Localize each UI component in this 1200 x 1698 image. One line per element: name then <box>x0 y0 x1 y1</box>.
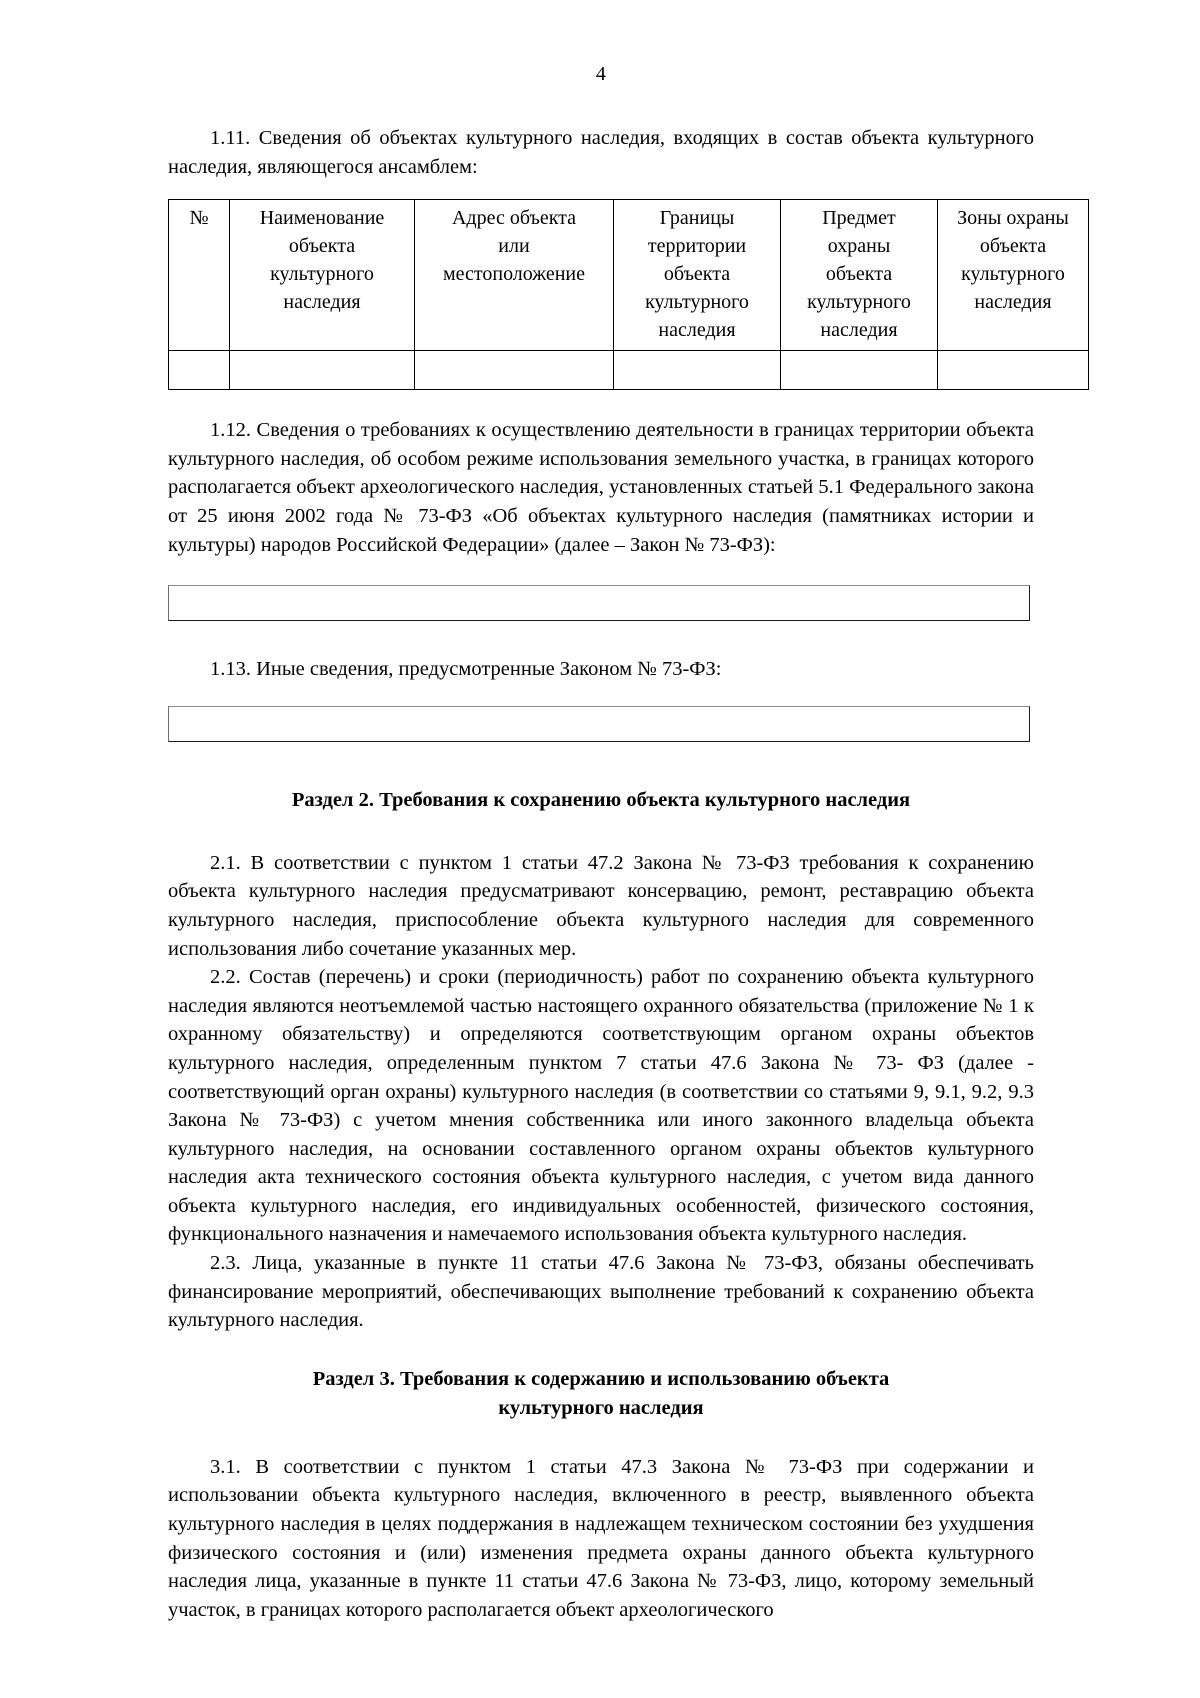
table-header <box>169 200 1089 351</box>
header-line: объекта <box>825 263 893 286</box>
table-cell-name[interactable] <box>230 351 415 390</box>
column-header-name <box>230 200 415 351</box>
column-header-borders <box>614 200 781 351</box>
header-line: объекта <box>663 263 731 286</box>
clause-1-12-input[interactable] <box>168 585 1030 621</box>
header-line: Зоны охраны <box>957 207 1069 230</box>
column-header-zones <box>938 200 1089 351</box>
clause-1-11-text: 1.11. Сведения об объектах культурного наследия, входящих в состав объекта культурного наследия, являющегося ансамблем: <box>168 127 1034 178</box>
header-line: местоположение <box>442 263 586 286</box>
table-cell-subject[interactable] <box>781 351 938 390</box>
clause-3-1-text: 3.1. В соответствии с пунктом 1 статьи 47.3 Закона № 73-ФЗ при содержании и использовании объекта культурного наследия, включенного в реестр, выявленного объекта культурного наследия в целях поддержания в надлежащем техническом состоянии без ухудшения физического состояния и (или) изменения предмета охраны данного объекта культурного наследия лица, указанные в пункте 11 статьи 47.6 Закона № 73-ФЗ, лицо, которому земельный участок, в границах которого располагается объект археологического <box>168 1455 1034 1621</box>
header-line: охраны <box>827 235 891 258</box>
column-header-number <box>169 200 230 351</box>
header-line: культурного <box>961 263 1065 286</box>
section-2-heading: Раздел 2. Требования к сохранению объекта культурного наследия <box>291 788 911 811</box>
header-line: наследия <box>974 291 1052 314</box>
table-row[interactable] <box>169 351 1089 390</box>
header-line: наследия <box>658 319 736 342</box>
header-line: культурного <box>645 291 749 314</box>
header-line: наследия <box>283 291 361 314</box>
header-line: территории <box>647 235 747 258</box>
header-line: наследия <box>820 319 898 342</box>
header-line: культурного <box>807 291 911 314</box>
table-cell-zones[interactable] <box>938 351 1089 390</box>
header-line: или <box>498 235 530 258</box>
table-cell-number[interactable] <box>169 351 230 390</box>
header-line: Адрес объекта <box>451 207 577 230</box>
header-line: Предмет <box>822 207 896 230</box>
table-cell-address[interactable] <box>415 351 614 390</box>
table-header-row <box>169 200 1089 351</box>
header-line: объекта <box>979 235 1047 258</box>
clause-1-13-text: 1.13. Иные сведения, предусмотренные Законом № 73-ФЗ: <box>210 658 722 681</box>
header-line: объекта <box>288 235 356 258</box>
clause-2-1-text: 2.1. В соответствии с пунктом 1 статьи 47.2 Закона № 73-ФЗ требования к сохранению объекта культурного наследия предусматривают консервацию, ремонт, реставрацию объекта культурного наследия, приспособление объекта культурного наследия для современного использования либо сочетание указанных мер. <box>168 851 1034 960</box>
header-line: № <box>189 207 209 230</box>
ensemble-objects-table <box>168 199 1089 390</box>
table-body <box>169 351 1089 390</box>
page-number: 4 <box>595 63 607 85</box>
column-header-address <box>415 200 614 351</box>
section-3-heading-line-1: Раздел 3. Требования к содержанию и использованию объекта <box>312 1367 890 1390</box>
header-line: Границы <box>659 207 735 230</box>
page-content <box>168 0 1069 1624</box>
clause-2-2-text: 2.2. Состав (перечень) и сроки (периодичность) работ по сохранению объекта культурного наследия являются неотъемлемой частью настоящего охранного обязательства (приложение № 1 к охранному обязательству) и определяются соответствующим органом охраны объектов культурного наследия, определенным пунктом 7 статьи 47.6 Закона № 73- ФЗ (далее - соответствующий орган охраны) культурного наследия (в соответствии со статьями 9, 9.1, 9.2, 9.3 Закона № 73-ФЗ) с учетом мнения собственника или иного законного владельца объекта культурного наследия, на основании составленного органом охраны объектов культурного наследия акта технического состояния объекта культурного наследия, с учетом вида данного объекта культурного наследия, его индивидуальных особенностей, физического состояния, функционального назначения и намечаемого использования объекта культурного наследия. <box>168 966 1034 1246</box>
clause-1-12-text: 1.12. Сведения о требованиях к осуществлению деятельности в границах территории объекта культурного наследия, об особом режиме использования земельного участка, в границах которого располагается объект археологического наследия, установленных статьей 5.1 Федерального закона от 25 июня 2002 года № 73-ФЗ «Об объектах культурного наследия (памятниках истории и культуры) народов Российской Федерации» (далее – Закон № 73-ФЗ): <box>168 419 1034 556</box>
column-header-subject <box>781 200 938 351</box>
header-line: культурного <box>270 263 374 286</box>
section-3-heading-line-2: культурного наследия <box>498 1396 704 1419</box>
clause-2-3-text: 2.3. Лица, указанные в пункте 11 статьи 47.6 Закона № 73-ФЗ, обязаны обеспечивать финансирование мероприятий, обеспечивающих выполнение требований к сохранению объекта культурного наследия. <box>168 1252 1034 1332</box>
header-line: Наименование <box>259 207 385 230</box>
table-cell-borders[interactable] <box>614 351 781 390</box>
clause-1-13-input[interactable] <box>168 706 1030 742</box>
